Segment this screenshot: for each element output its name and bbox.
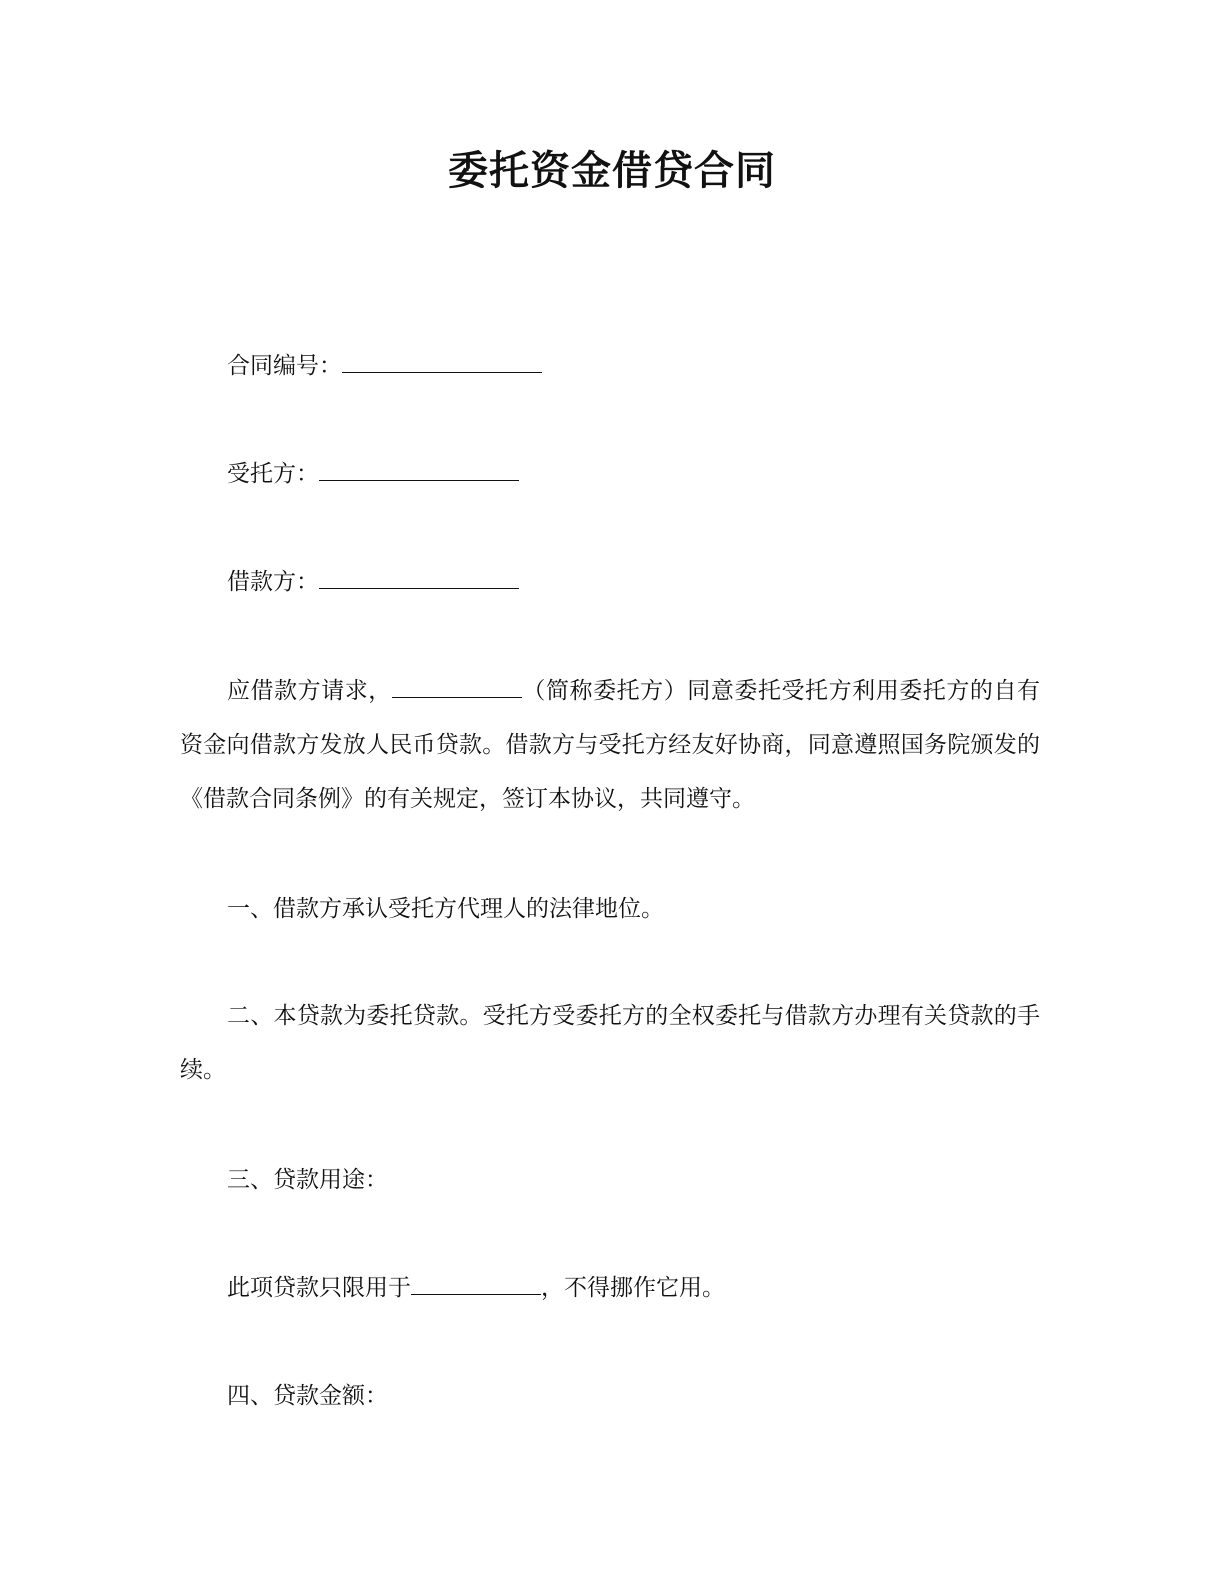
trustee-line [227,458,519,490]
intro-text-2: （简称委托方）同意委托受托方利用委托方的自有资金向借款方发放人民币贷款。借款方与受托方经友好协商，同意遵照国务院颁发的《借款合同条例》的有关规定，签订本协议，共同遵守。 [180,678,1041,812]
intro-text-1: 应借款方请求， [227,678,392,704]
clause-3-text-1: 此项贷款只限用于 [227,1275,411,1301]
borrower-blank[interactable] [319,566,519,589]
principal-blank[interactable] [392,675,522,698]
trustee-blank[interactable] [319,458,519,481]
contract-number-line [227,350,542,382]
document-title: 委托资金借贷合同 [448,148,776,194]
trustee-label: 受托方： [227,461,319,487]
clause-4-heading: 四、贷款金额： [227,1383,388,1409]
intro-paragraph [180,664,1040,826]
clause-3-heading: 三、贷款用途： [227,1167,388,1193]
loan-purpose-blank[interactable] [411,1272,541,1295]
clause-2: 二、本贷款为委托贷款。受托方受委托方的全权委托与借款方办理有关贷款的手续。 [180,1003,1040,1083]
clause-3-text-2: ，不得挪作它用。 [541,1275,725,1301]
contract-number-label: 合同编号： [227,353,342,379]
clause-3-body [227,1272,725,1304]
borrower-line [227,566,519,598]
contract-number-blank[interactable] [342,350,542,373]
clause-1: 一、借款方承认受托方代理人的法律地位。 [227,896,664,922]
borrower-label: 借款方： [227,569,319,595]
